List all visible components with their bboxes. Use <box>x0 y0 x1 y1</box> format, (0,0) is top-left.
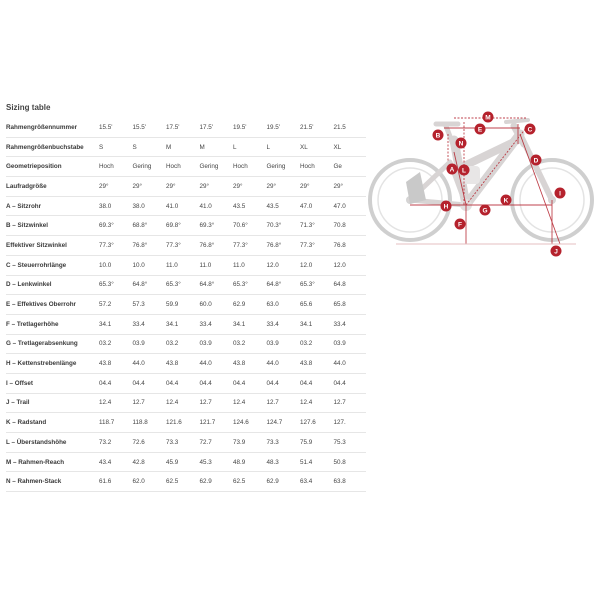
table-cell: 71.3° <box>299 216 333 236</box>
table-cell: 118.7 <box>98 413 132 433</box>
table-cell: 03.9 <box>266 334 300 354</box>
table-cell: 62.0 <box>132 472 166 492</box>
table-row <box>6 433 366 453</box>
table-cell: 29° <box>333 177 367 197</box>
table-cell: 29° <box>232 177 266 197</box>
table-cell: 44.0 <box>199 354 233 374</box>
table-cell: 29° <box>199 177 233 197</box>
svg-text:L: L <box>462 167 466 175</box>
table-cell: 44.0 <box>333 354 367 374</box>
table-cell: 62.9 <box>199 472 233 492</box>
table-cell: Gering <box>199 157 233 177</box>
table-cell: 33.4 <box>266 314 300 334</box>
table-cell: Hoch <box>98 157 132 177</box>
svg-text:J: J <box>554 248 558 256</box>
svg-text:C: C <box>527 126 533 134</box>
table-cell: L <box>232 137 266 157</box>
table-cell: 04.4 <box>165 373 199 393</box>
row-label: Laufradgröße <box>6 177 98 197</box>
table-cell: 29° <box>98 177 132 197</box>
table-cell: 12.7 <box>132 393 166 413</box>
table-cell: 10.0 <box>98 255 132 275</box>
label-m <box>483 112 494 123</box>
table-cell: 69.3° <box>98 216 132 236</box>
row-label: Rahmengrößennummer <box>6 118 98 137</box>
table-cell: S <box>98 137 132 157</box>
table-cell: 65.8 <box>333 295 367 315</box>
table-cell: 61.6 <box>98 472 132 492</box>
table-cell: 04.4 <box>266 373 300 393</box>
table-cell: 63.0 <box>266 295 300 315</box>
table-cell: Hoch <box>299 157 333 177</box>
table-cell: 76.8° <box>266 236 300 256</box>
row-label: Effektiver Sitzwinkel <box>6 236 98 256</box>
table-cell: 64.8° <box>266 275 300 295</box>
table-cell: 43.5 <box>232 196 266 216</box>
table-cell: 15.5' <box>98 118 132 137</box>
table-cell: 43.8 <box>98 354 132 374</box>
table-cell: 63.8 <box>333 472 367 492</box>
table-cell: 34.1 <box>98 314 132 334</box>
row-label: A – Sitzrohr <box>6 196 98 216</box>
table-cell: 12.7 <box>199 393 233 413</box>
table-cell: 118.8 <box>132 413 166 433</box>
table-cell: 38.0 <box>98 196 132 216</box>
table-cell: 62.5 <box>232 472 266 492</box>
table-cell: 41.0 <box>165 196 199 216</box>
row-label: G – Tretlagerabsenkung <box>6 334 98 354</box>
table-cell: 75.9 <box>299 433 333 453</box>
table-cell: 73.3 <box>165 433 199 453</box>
table-cell: 03.9 <box>333 334 367 354</box>
table-cell: 69.3° <box>199 216 233 236</box>
table-cell: 60.0 <box>199 295 233 315</box>
row-label: N – Rahmen-Stack <box>6 472 98 492</box>
table-cell: 43.8 <box>165 354 199 374</box>
label-j <box>551 246 562 257</box>
table-cell: 43.8 <box>299 354 333 374</box>
table-cell: 03.9 <box>132 334 166 354</box>
table-row <box>6 157 366 177</box>
table-row <box>6 255 366 275</box>
svg-text:A: A <box>449 166 455 174</box>
table-cell: 12.0 <box>333 255 367 275</box>
table-cell: 04.4 <box>333 373 367 393</box>
table-cell: Hoch <box>165 157 199 177</box>
table-cell: 45.3 <box>199 452 233 472</box>
table-cell: 64.8° <box>199 275 233 295</box>
svg-text:G: G <box>482 207 488 215</box>
table-cell: 65.3° <box>299 275 333 295</box>
table-cell: 73.2 <box>98 433 132 453</box>
table-cell: 124.7 <box>266 413 300 433</box>
table-row <box>6 472 366 492</box>
table-cell: M <box>199 137 233 157</box>
table-cell: 10.0 <box>132 255 166 275</box>
table-cell: 19.5' <box>232 118 266 137</box>
table-cell: 12.4 <box>165 393 199 413</box>
table-row <box>6 452 366 472</box>
table-row <box>6 236 366 256</box>
table-cell: 70.6° <box>232 216 266 236</box>
row-label: L – Überstandshöhe <box>6 433 98 453</box>
table-cell: 34.1 <box>299 314 333 334</box>
row-label: F – Tretlagerhöhe <box>6 314 98 334</box>
label-i <box>555 188 566 199</box>
table-cell: 33.4 <box>199 314 233 334</box>
table-cell: Hoch <box>232 157 266 177</box>
label-c <box>525 124 536 135</box>
table-cell: Ge <box>333 157 367 177</box>
table-cell: 50.8 <box>333 452 367 472</box>
table-cell: 29° <box>132 177 166 197</box>
table-cell: 75.3 <box>333 433 367 453</box>
svg-text:M: M <box>485 114 491 122</box>
label-g <box>480 205 491 216</box>
table-cell: 29° <box>165 177 199 197</box>
table-cell: 29° <box>299 177 333 197</box>
table-cell: 77.3° <box>299 236 333 256</box>
table-row <box>6 216 366 236</box>
sizing-table <box>6 118 352 486</box>
table-cell: 04.4 <box>232 373 266 393</box>
sizing-table-title: Sizing table <box>6 103 51 112</box>
row-label: B – Sitzwinkel <box>6 216 98 236</box>
table-cell: 77.3° <box>232 236 266 256</box>
table-cell: 59.9 <box>165 295 199 315</box>
table-cell: 65.3° <box>98 275 132 295</box>
svg-text:D: D <box>533 157 539 165</box>
table-cell: 44.0 <box>132 354 166 374</box>
label-k <box>501 195 512 206</box>
table-cell: 121.6 <box>165 413 199 433</box>
row-label: J – Trail <box>6 393 98 413</box>
table-cell: 04.4 <box>132 373 166 393</box>
table-cell: 03.2 <box>299 334 333 354</box>
table-cell: XL <box>299 137 333 157</box>
label-e <box>475 124 486 135</box>
table-row <box>6 413 366 433</box>
table-cell: 43.4 <box>98 452 132 472</box>
label-n <box>456 138 467 149</box>
row-label: Rahmengrößenbuchstabe <box>6 137 98 157</box>
table-cell: 47.0 <box>299 196 333 216</box>
table-cell: 57.2 <box>98 295 132 315</box>
table-cell: 21.5' <box>299 118 333 137</box>
table-cell: 03.2 <box>165 334 199 354</box>
table-cell: 21.5 <box>333 118 367 137</box>
table-cell: 64.8 <box>333 275 367 295</box>
table-cell: S <box>132 137 166 157</box>
table-cell: 63.4 <box>299 472 333 492</box>
table-cell: 17.5' <box>199 118 233 137</box>
table-cell: 62.9 <box>232 295 266 315</box>
table-cell: 43.5 <box>266 196 300 216</box>
table-row <box>6 354 366 374</box>
bike-geometry-diagram <box>366 104 596 254</box>
table-cell: 04.4 <box>98 373 132 393</box>
table-cell: 12.7 <box>333 393 367 413</box>
table-cell: 47.0 <box>333 196 367 216</box>
svg-text:I: I <box>559 190 561 198</box>
table-cell: 72.6 <box>132 433 166 453</box>
table-cell: 38.0 <box>132 196 166 216</box>
table-cell: 42.8 <box>132 452 166 472</box>
table-cell: 65.6 <box>299 295 333 315</box>
table-cell: Gering <box>266 157 300 177</box>
table-cell: 73.3 <box>266 433 300 453</box>
table-cell: 121.7 <box>199 413 233 433</box>
label-a <box>447 164 458 175</box>
table-cell: 15.5' <box>132 118 166 137</box>
label-b <box>433 130 444 141</box>
table-cell: M <box>165 137 199 157</box>
table-cell: 127. <box>333 413 367 433</box>
table-cell: 70.8 <box>333 216 367 236</box>
table-cell: 11.0 <box>199 255 233 275</box>
table-row <box>6 196 366 216</box>
table-row <box>6 373 366 393</box>
table-cell: 44.0 <box>266 354 300 374</box>
table-cell: 03.2 <box>98 334 132 354</box>
table-row <box>6 314 366 334</box>
table-cell: 29° <box>266 177 300 197</box>
table-cell: 73.9 <box>232 433 266 453</box>
table-row <box>6 295 366 315</box>
table-cell: 72.7 <box>199 433 233 453</box>
table-cell: 04.4 <box>299 373 333 393</box>
table-cell: 12.0 <box>299 255 333 275</box>
row-label: Geometrieposition <box>6 157 98 177</box>
table-cell: 03.9 <box>199 334 233 354</box>
table-cell: 04.4 <box>199 373 233 393</box>
table-cell: 76.8° <box>199 236 233 256</box>
table-cell: 11.0 <box>232 255 266 275</box>
row-label: D – Lenkwinkel <box>6 275 98 295</box>
table-cell: 77.3° <box>165 236 199 256</box>
table-cell: 76.8 <box>333 236 367 256</box>
table-cell: 76.8° <box>132 236 166 256</box>
svg-text:K: K <box>503 197 509 205</box>
table-row <box>6 137 366 157</box>
table-cell: 77.3° <box>98 236 132 256</box>
table-cell: 62.5 <box>165 472 199 492</box>
row-label: C – Steuerrohrlänge <box>6 255 98 275</box>
label-d <box>531 155 542 166</box>
table-cell: 12.7 <box>266 393 300 413</box>
label-h <box>441 201 452 212</box>
table-cell: 17.5' <box>165 118 199 137</box>
row-label: E – Effektives Oberrohr <box>6 295 98 315</box>
table-row <box>6 275 366 295</box>
table-cell: XL <box>333 137 367 157</box>
table-cell: 43.8 <box>232 354 266 374</box>
table-cell: 11.0 <box>165 255 199 275</box>
table-cell: 33.4 <box>132 314 166 334</box>
table-cell: 70.3° <box>266 216 300 236</box>
row-label: I – Offset <box>6 373 98 393</box>
svg-text:H: H <box>443 203 449 211</box>
table-cell: 33.4 <box>333 314 367 334</box>
table-cell: 19.5' <box>266 118 300 137</box>
table-cell: 65.3° <box>232 275 266 295</box>
svg-text:E: E <box>477 126 483 134</box>
table-cell: 34.1 <box>232 314 266 334</box>
table-row <box>6 118 366 137</box>
label-f <box>455 219 466 230</box>
row-label: K – Radstand <box>6 413 98 433</box>
table-row <box>6 177 366 197</box>
row-label: H – Kettenstrebenlänge <box>6 354 98 374</box>
row-label: M – Rahmen-Reach <box>6 452 98 472</box>
table-cell: 57.3 <box>132 295 166 315</box>
table-cell: 12.4 <box>299 393 333 413</box>
table-cell: 64.8° <box>132 275 166 295</box>
table-cell: 34.1 <box>165 314 199 334</box>
table-row <box>6 334 366 354</box>
table-cell: 45.9 <box>165 452 199 472</box>
label-l <box>459 165 470 176</box>
table-cell: 12.4 <box>98 393 132 413</box>
table-cell: 68.8° <box>132 216 166 236</box>
table-cell: 12.0 <box>266 255 300 275</box>
table-cell: 48.9 <box>232 452 266 472</box>
table-cell: Gering <box>132 157 166 177</box>
table-row <box>6 393 366 413</box>
table-cell: 12.4 <box>232 393 266 413</box>
table-cell: 62.9 <box>266 472 300 492</box>
svg-text:F: F <box>458 221 462 229</box>
table-cell: 69.8° <box>165 216 199 236</box>
table-cell: 51.4 <box>299 452 333 472</box>
table-cell: 65.3° <box>165 275 199 295</box>
table-cell: 48.3 <box>266 452 300 472</box>
table-cell: 124.6 <box>232 413 266 433</box>
table-cell: 03.2 <box>232 334 266 354</box>
table-cell: L <box>266 137 300 157</box>
table-cell: 41.0 <box>199 196 233 216</box>
svg-text:N: N <box>458 140 464 148</box>
table-cell: 127.6 <box>299 413 333 433</box>
svg-text:B: B <box>435 132 441 140</box>
